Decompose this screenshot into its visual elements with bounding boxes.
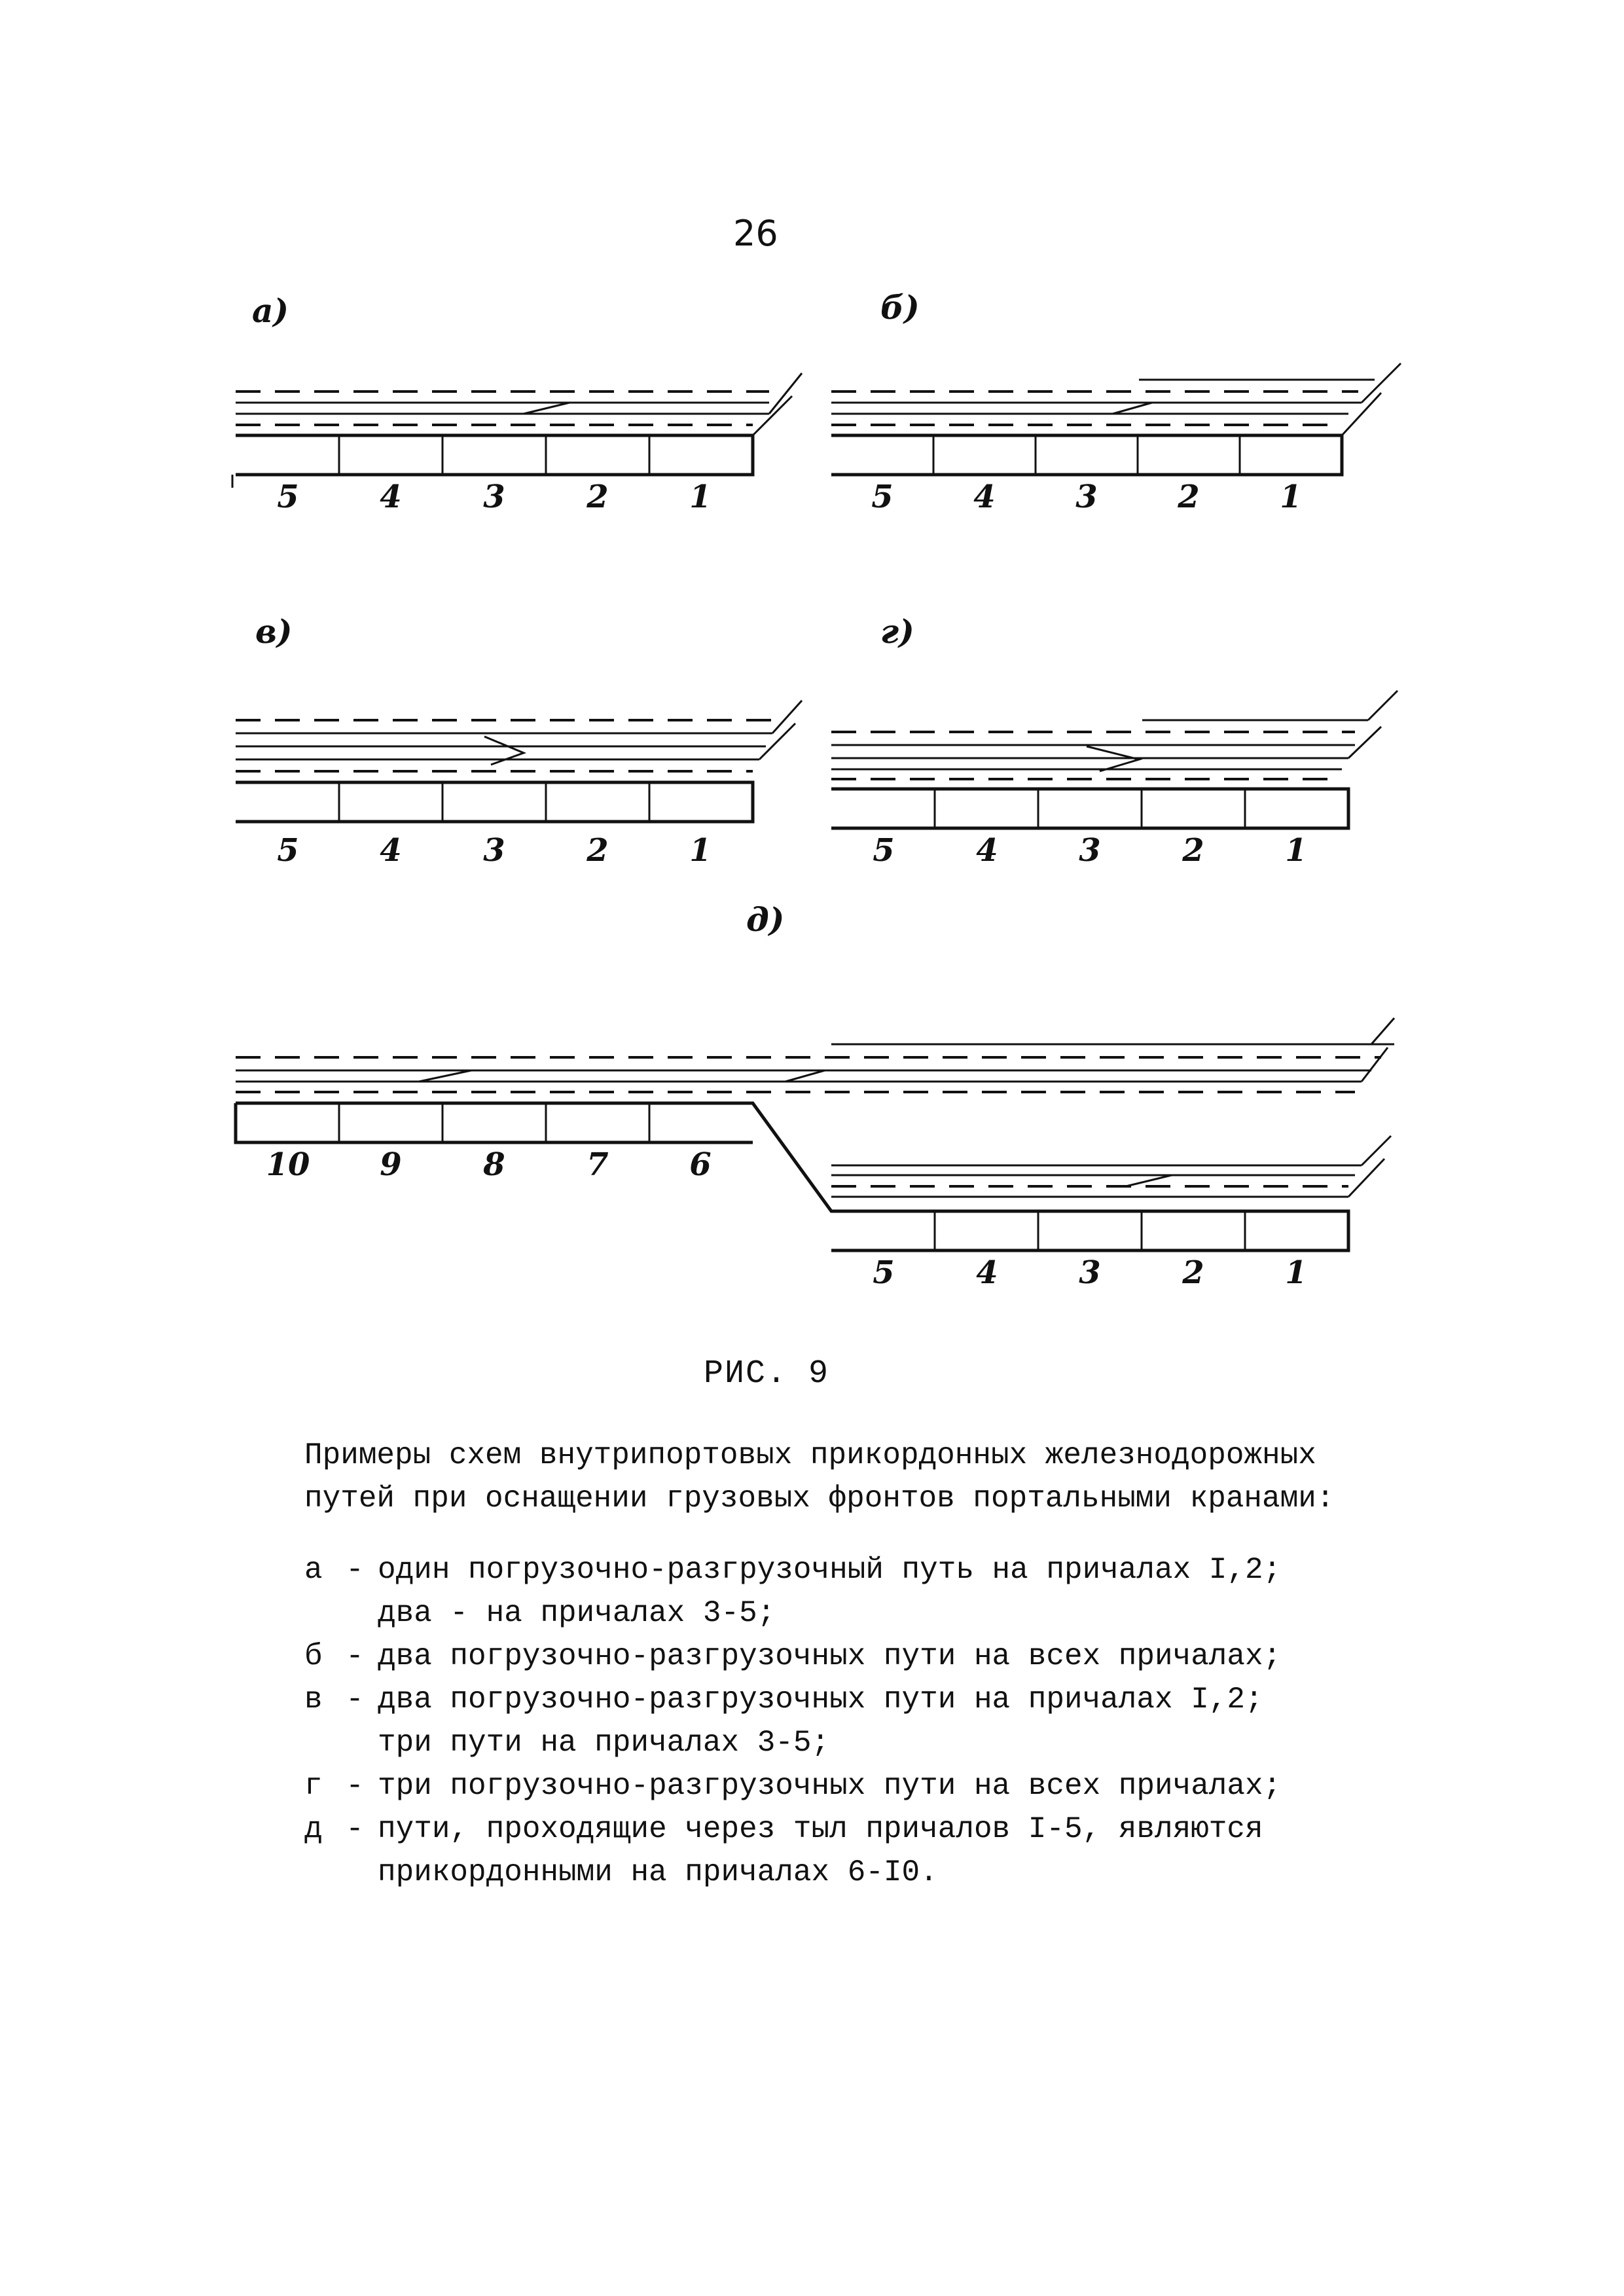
legend-item: г - три погрузочно-разгрузочных пути на всех причалах; bbox=[304, 1764, 1281, 1808]
berth-number: 3 bbox=[1079, 832, 1101, 869]
berth-number: 4 bbox=[976, 832, 998, 869]
berth-number: 2 bbox=[586, 479, 609, 515]
switch bbox=[1126, 1175, 1172, 1186]
switch bbox=[785, 1070, 825, 1082]
switch bbox=[1113, 403, 1152, 414]
diagram-label-v: в) bbox=[255, 612, 293, 651]
berth-frontage bbox=[236, 435, 753, 475]
legend-key: в bbox=[304, 1683, 323, 1717]
legend-item: а - один погрузочно-разгрузочный путь на причалах I,2; bbox=[304, 1548, 1281, 1592]
berth-number: 4 bbox=[976, 1254, 998, 1291]
legend-text: два - на причалах 3-5; bbox=[378, 1596, 776, 1630]
berth-number: 2 bbox=[586, 832, 609, 869]
berth-dividers bbox=[339, 435, 649, 475]
berth-number: 2 bbox=[1178, 479, 1200, 515]
legend-item: б - два погрузочно-разгрузочных пути на всех причалах; bbox=[304, 1635, 1281, 1678]
berth-number: 5 bbox=[873, 1254, 895, 1291]
legend-text: прикордонными на причалах 6-I0. bbox=[378, 1855, 938, 1889]
track-line bbox=[1371, 1018, 1394, 1044]
berth-frontage bbox=[236, 1103, 1348, 1250]
berth-number: 9 bbox=[380, 1146, 402, 1183]
berth-number: 2 bbox=[1182, 1254, 1204, 1291]
figure-title bbox=[304, 1434, 1334, 1520]
berth-dividers bbox=[935, 789, 1245, 828]
berth-number: 4 bbox=[380, 832, 402, 869]
page-number: 26 bbox=[733, 213, 778, 254]
diagram-label-b: б) bbox=[880, 288, 920, 327]
berth-dividers bbox=[933, 435, 1240, 475]
diagram-label-a: а) bbox=[252, 291, 289, 330]
legend-item: в - два погрузочно-разгрузочных пути на причалах I,2; bbox=[304, 1678, 1281, 1721]
berth-frontage bbox=[831, 789, 1348, 828]
berth-number: 1 bbox=[1285, 832, 1307, 869]
berth-number: 4 bbox=[380, 479, 402, 515]
legend-text: три пути на причалах 3-5; bbox=[378, 1726, 830, 1760]
berth-number: 5 bbox=[873, 832, 895, 869]
berth-number: 3 bbox=[483, 832, 505, 869]
berth-dividers bbox=[339, 1103, 1245, 1250]
scheme-b bbox=[831, 363, 1401, 515]
figure-caption: РИС. 9 bbox=[704, 1355, 830, 1393]
legend-text: пути, проходящие через тыл причалов I-5, являются bbox=[378, 1812, 1263, 1846]
berth-number: 2 bbox=[1182, 832, 1204, 869]
diagram-label-d: д) bbox=[746, 900, 785, 939]
berth-number: 3 bbox=[1075, 479, 1098, 515]
berth-number: 1 bbox=[1280, 479, 1302, 515]
berth-frontage-upper bbox=[236, 1103, 753, 1142]
berth-dividers bbox=[339, 782, 649, 822]
scheme-a bbox=[232, 373, 802, 515]
track-line bbox=[769, 373, 802, 414]
berth-number: 6 bbox=[689, 1146, 712, 1183]
berth-number: 1 bbox=[689, 479, 712, 515]
berth-number: 1 bbox=[689, 832, 712, 869]
legend-text: один погрузочно-разгрузочный путь на причалах I,2; bbox=[378, 1553, 1282, 1587]
legend-key: а bbox=[304, 1553, 323, 1587]
legend-text: три погрузочно-разгрузочных пути на всех причалах; bbox=[378, 1769, 1282, 1803]
figure-title-line: Примеры схем внутрипортовых прикордонных железнодорожных bbox=[304, 1438, 1316, 1472]
berth-number: 4 bbox=[973, 479, 996, 515]
berth-number: 5 bbox=[277, 479, 299, 515]
legend-text: два погрузочно-разгрузочных пути на причалах I,2; bbox=[378, 1683, 1263, 1717]
switch bbox=[524, 403, 569, 414]
berth-number: 3 bbox=[483, 479, 505, 515]
track-line bbox=[1362, 1048, 1388, 1082]
legend-key: б bbox=[304, 1639, 323, 1673]
track-line bbox=[1368, 691, 1398, 720]
legend-item: д - пути, проходящие через тыл причалов I-5, являются bbox=[304, 1808, 1281, 1851]
diagram-label-g: г) bbox=[880, 612, 914, 651]
berth-number: 5 bbox=[871, 479, 893, 515]
switch bbox=[419, 1070, 471, 1082]
scheme-d bbox=[236, 1018, 1394, 1291]
berth-number: 3 bbox=[1079, 1254, 1101, 1291]
legend bbox=[304, 1548, 1281, 1894]
berth-number: 7 bbox=[586, 1146, 609, 1183]
berth-number: 8 bbox=[483, 1146, 505, 1183]
switch bbox=[484, 737, 524, 765]
legend-key: г bbox=[304, 1769, 323, 1803]
legend-text: два погрузочно-разгрузочных пути на всех причалах; bbox=[378, 1639, 1282, 1673]
berth-number: 1 bbox=[1285, 1254, 1307, 1291]
berth-frontage bbox=[236, 782, 753, 822]
scheme-g bbox=[831, 691, 1398, 869]
track-line bbox=[772, 701, 802, 733]
berth-frontage bbox=[831, 435, 1342, 475]
track-line bbox=[1362, 1136, 1391, 1165]
legend-key: д bbox=[304, 1812, 323, 1846]
figure-title-line: путей при оснащении грузовых фронтов портальными кранами: bbox=[304, 1482, 1335, 1516]
berth-number: 10 bbox=[266, 1146, 310, 1183]
track-line bbox=[1362, 363, 1401, 403]
scheme-v bbox=[236, 701, 802, 869]
berth-number: 5 bbox=[277, 832, 299, 869]
